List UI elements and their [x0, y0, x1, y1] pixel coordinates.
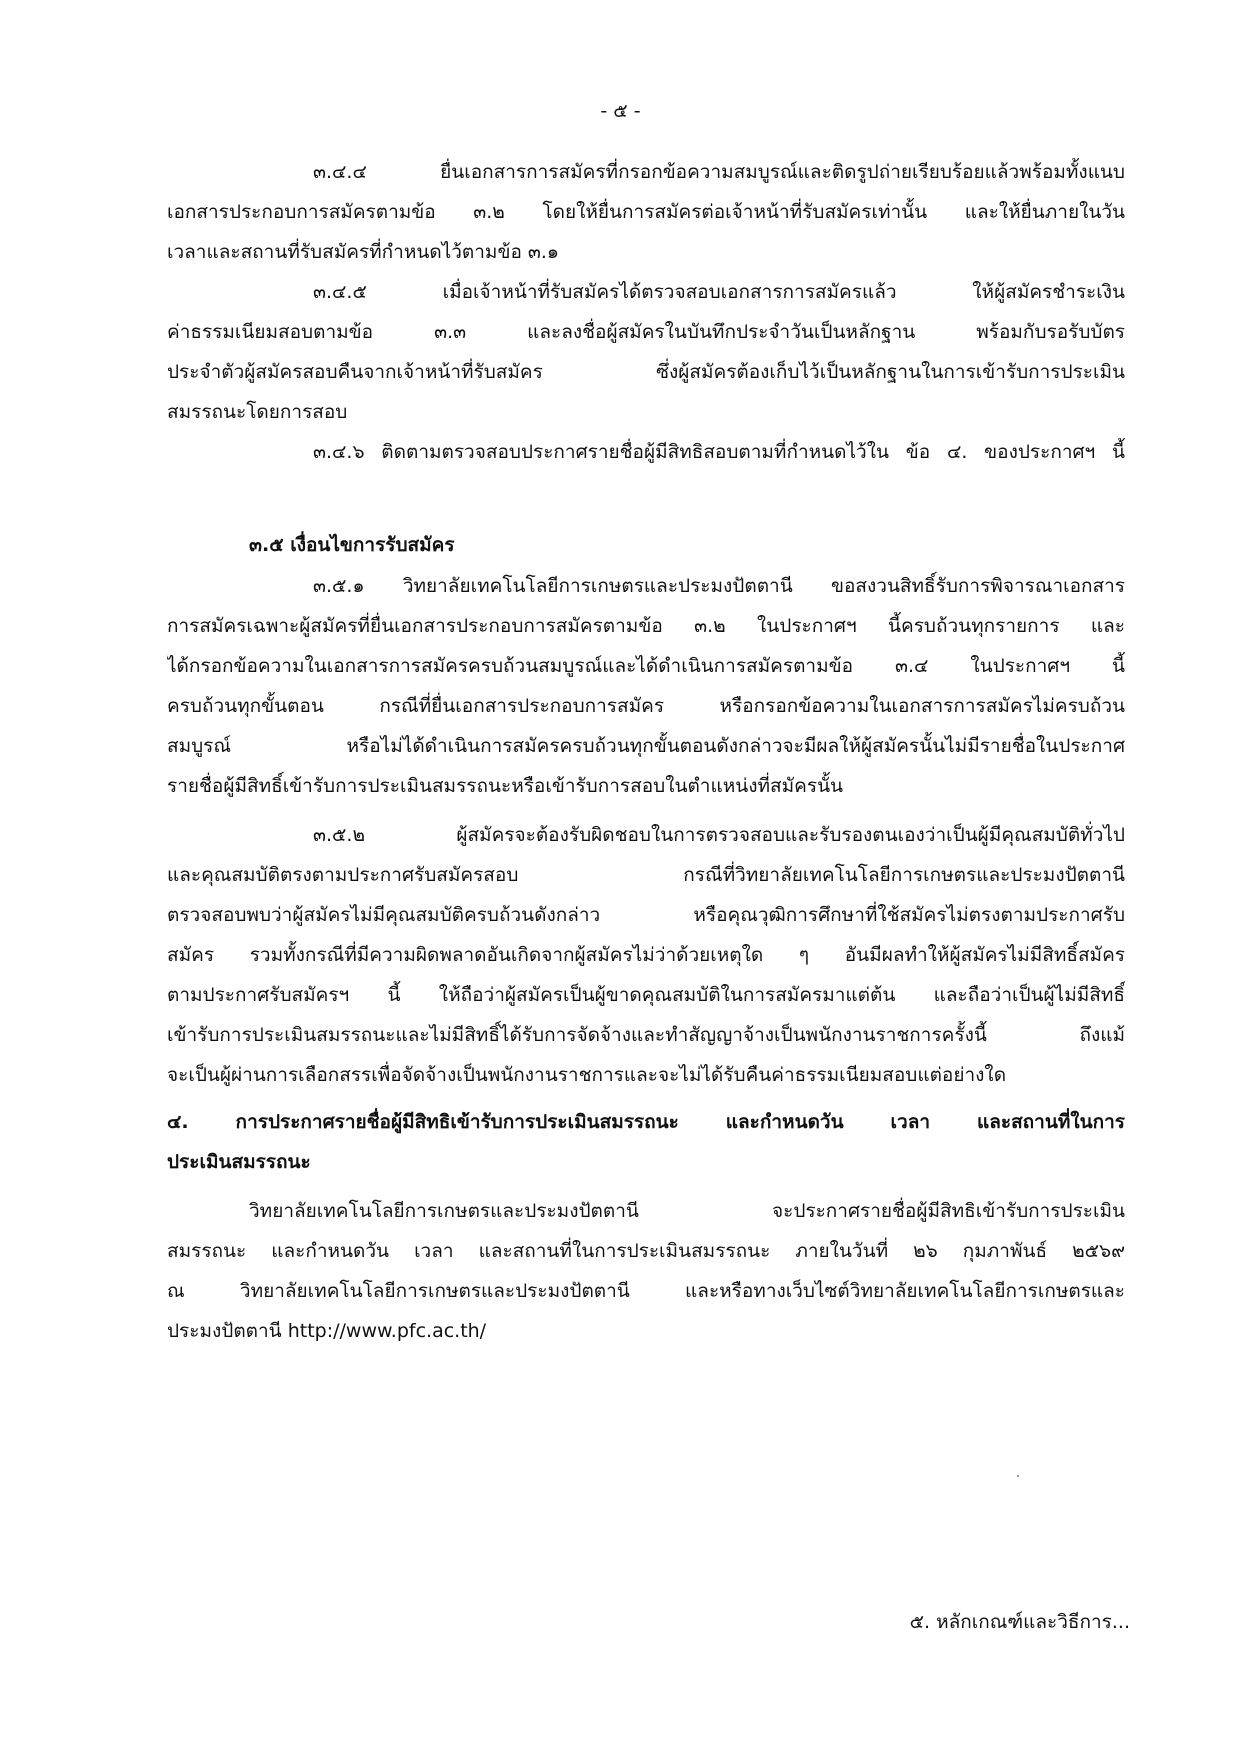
paragraph-3-4-4-line-1: ๓.๔.๔ ยื่นเอกสารการสมัครที่กรอกข้อความสมบูรณ์และติดรูปถ่ายเรียบร้อยแล้วพร้อมทั้งแนบ	[313, 161, 1125, 183]
paragraph-3-5-1-line-1: ๓.๕.๑ วิทยาลัยเทคโนโลยีการเกษตรและประมงปัตตานี ขอสงวนสิทธิ์รับการพิจารณาเอกสาร	[313, 575, 1125, 597]
paragraph-3-5-2-line-1: ๓.๕.๒ ผู้สมัครจะต้องรับผิดชอบในการตรวจสอบและรับรองตนเองว่าเป็นผู้มีคุณสมบัติทั่วไป	[313, 824, 1125, 846]
paragraph-3-5-2-line-2: และคุณสมบัติตรงตามประกาศรับสมัครสอบ กรณีที่วิทยาลัยเทคโนโลยีการเกษตรและประมงปัตตานี	[167, 864, 1125, 886]
section-3-5	[167, 525, 1125, 565]
paragraph-3-5-1-line-5: สมบูรณ์ หรือไม่ได้ดำเนินการสมัครครบถ้วนทุกขั้นตอนดังกล่าวจะมีผลให้ผู้สมัครนั้นไม่มีรายชื่อในประกาศ	[167, 735, 1125, 757]
page-number: - ๕ -	[600, 100, 641, 122]
section-3-4-continued	[167, 152, 1125, 472]
section-4-heading-line-1: ๔. การประกาศรายชื่อผู้มีสิทธิเข้ารับการประเมินสมรรถนะ และกำหนดวัน เวลา และสถานที่ในการ	[167, 1111, 1125, 1133]
paragraph-3-4-5-line-1: ๓.๔.๕ เมื่อเจ้าหน้าที่รับสมัครได้ตรวจสอบเอกสารการสมัครแล้ว ให้ผู้สมัครชำระเงิน	[313, 281, 1125, 303]
paragraph-3-5-2-line-6: เข้ารับการประเมินสมรรถนะและไม่มีสิทธิ์ได้รับการจัดจ้างและทำสัญญาจ้างเป็นพนักงานราชการครั้งนี้ ถึงแม้	[167, 1024, 1125, 1046]
paragraph-3-4-4-line-2: เอกสารประกอบการสมัครตามข้อ ๓.๒ โดยให้ยื่นการสมัครต่อเจ้าหน้าที่รับสมัครเท่านั้น และให้ยื่นภายในวัน	[167, 201, 1125, 223]
paragraph-3-5-2-line-3: ตรวจสอบพบว่าผู้สมัครไม่มีคุณสมบัติครบถ้วนดังกล่าว หรือคุณวุฒิการศึกษาที่ใช้สมัครไม่ตรงตามประกาศรับ	[167, 904, 1125, 926]
paragraph-3-4-5-line-3: ประจำตัวผู้สมัครสอบคืนจากเจ้าหน้าที่รับสมัคร ซึ่งผู้สมัครต้องเก็บไว้เป็นหลักฐานในการเข้ารับการประเมิน	[167, 361, 1125, 383]
paragraph-3-4-6-line-1: ๓.๔.๖ ติดตามตรวจสอบประกาศรายชื่อผู้มีสิทธิสอบตามที่กำหนดไว้ใน ข้อ ๔. ของประกาศฯ นี้	[313, 441, 1125, 463]
paragraph-3-4-5-line-4: สมรรถนะโดยการสอบ	[167, 401, 348, 423]
next-page-continuation: ๕. หลักเกณฑ์และวิธีการ...	[909, 1611, 1130, 1633]
section-4-body-line-1: วิทยาลัยเทคโนโลยีการเกษตรและประมงปัตตานี จะประกาศรายชื่อผู้มีสิทธิเข้ารับการประเมิน	[249, 1200, 1125, 1222]
paragraph-3-5-1	[167, 566, 1125, 806]
paragraph-3-4-5-line-2: ค่าธรรมเนียมสอบตามข้อ ๓.๓ และลงชื่อผู้สมัครในบันทึกประจำวันเป็นหลักฐาน พร้อมกับรอรับบัตร	[167, 321, 1125, 343]
paragraph-3-4-4-line-3: เวลาและสถานที่รับสมัครที่กำหนดไว้ตามข้อ ๓.๑	[167, 241, 559, 263]
section-4-heading-line-2: ประเมินสมรรถนะ	[167, 1151, 311, 1173]
paragraph-3-5-2-line-5: ตามประกาศรับสมัครฯ นี้ ให้ถือว่าผู้สมัครเป็นผู้ขาดคุณสมบัติในการสมัครมาแต่ต้น และถือว่าเป็นผู้ไม่มีสิทธิ์	[167, 984, 1125, 1006]
paragraph-3-5-1-line-4: ครบถ้วนทุกขั้นตอน กรณีที่ยื่นเอกสารประกอบการสมัคร หรือกรอกข้อความในเอกสารการสมัครไม่ครบถ้วน	[167, 695, 1125, 717]
section-4-body-line-3: ณ วิทยาลัยเทคโนโลยีการเกษตรและประมงปัตตานี และหรือทางเว็บไซต์วิทยาลัยเทคโนโลยีการเกษตรและ	[167, 1280, 1125, 1302]
section-3-5-heading: ๓.๕ เงื่อนไขการรับสมัคร	[249, 534, 455, 556]
section-4-body-line-2: สมรรถนะ และกำหนดวัน เวลา และสถานที่ในการประเมินสมรรถนะ ภายในวันที่ ๒๖ กุมภาพันธ์ ๒๕๖๙	[167, 1240, 1125, 1262]
section-4-body-line-4: ประมงปัตตานี http://www.pfc.ac.th/	[167, 1320, 487, 1342]
paragraph-3-5-1-line-3: ได้กรอกข้อความในเอกสารการสมัครครบถ้วนสมบูรณ์และได้ดำเนินการสมัครตามข้อ ๓.๔ ในประกาศฯ นี้	[167, 655, 1125, 677]
paragraph-3-5-2-line-7: จะเป็นผู้ผ่านการเลือกสรรเพื่อจัดจ้างเป็นพนักงานราชการและจะไม่ได้รับคืนค่าธรรมเนียมสอบแต่อย่างใด	[167, 1064, 1007, 1086]
section-4-body	[167, 1191, 1125, 1351]
paragraph-3-5-2-line-4: สมัคร รวมทั้งกรณีที่มีความผิดพลาดอันเกิดจากผู้สมัครไม่ว่าด้วยเหตุใด ๆ อันมีผลทำให้ผู้สมัครไม่มีสิทธิ์สมัคร	[167, 944, 1125, 966]
section-4	[167, 1102, 1125, 1182]
paragraph-3-5-2	[167, 815, 1125, 1095]
paragraph-3-5-1-line-2: การสมัครเฉพาะผู้สมัครที่ยื่นเอกสารประกอบการสมัครตามข้อ ๓.๒ ในประกาศฯ นี้ครบถ้วนทุกรายการ และ	[167, 615, 1125, 637]
scan-speck	[1017, 1475, 1019, 1477]
paragraph-3-5-1-line-6: รายชื่อผู้มีสิทธิ์เข้ารับการประเมินสมรรถนะหรือเข้ารับการสอบในตำแหน่งที่สมัครนั้น	[167, 775, 844, 797]
